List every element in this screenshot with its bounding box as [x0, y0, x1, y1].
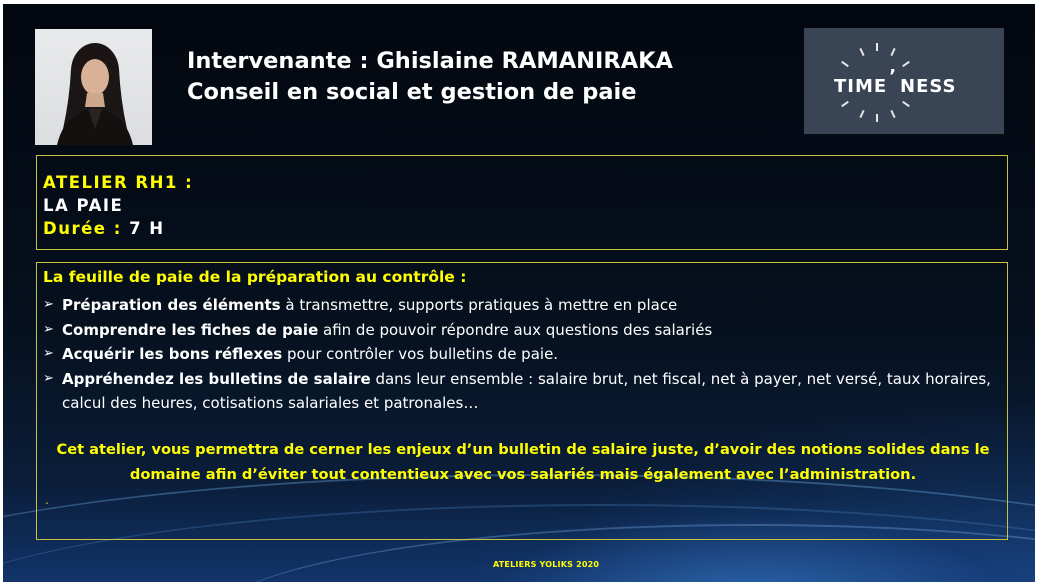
clock-tick — [902, 101, 910, 107]
clock-tick — [890, 48, 895, 56]
arrow-bullet-icon: ➢ — [43, 321, 54, 337]
program-box — [36, 262, 1008, 540]
program-heading: La feuille de paie de la préparation au contrôle : — [43, 268, 467, 286]
speaker-line — [187, 46, 673, 77]
bullet-bold: Préparation des éléments — [62, 296, 281, 314]
clock-tick — [902, 61, 910, 67]
clock-tick — [876, 114, 878, 122]
workshop-subject: LA PAIE — [43, 196, 124, 215]
trailing-mark: . — [45, 493, 49, 507]
workshop-summary: Cet atelier, vous permettra de cerner les enjeux d’un bulletin de salaire juste, d’avoir des notions solides dans le domaine afin d’éviter tout contentieux avec vos salariés mais également avec l’administration. — [56, 441, 990, 483]
logo-text — [834, 66, 957, 97]
duration-value: 7 H — [129, 219, 165, 238]
arrow-bullet-icon: ➢ — [43, 297, 54, 312]
speaker-name: Ghislaine RAMANIRAKA — [376, 48, 673, 74]
arrow-bullet-icon: ➢ — [43, 370, 54, 386]
duration-label: Durée : — [43, 219, 130, 238]
program-bullet — [43, 293, 993, 318]
clock-tick — [890, 110, 895, 118]
workshop-info-box — [36, 155, 1008, 250]
clock-tick — [876, 43, 878, 51]
speaker-label: Intervenante : — [187, 48, 377, 74]
bullet-bold: Appréhendez les bulletins de salaire — [62, 369, 371, 388]
bullet-bold: Comprendre les fiches de paie — [62, 320, 319, 339]
workshop-duration — [43, 219, 165, 238]
slide — [3, 4, 1035, 582]
program-bullet-list — [43, 293, 993, 416]
program-bullet — [43, 367, 993, 416]
speaker-header — [187, 46, 673, 108]
bullet-text: à transmettre, supports pratiques à mettre en place — [280, 296, 678, 314]
speaker-portrait-icon — [35, 29, 152, 145]
bullet-text: pour contrôler vos bulletins de paie. — [282, 345, 559, 363]
clock-tick — [859, 48, 864, 56]
bullet-bold: Acquérir les bons réflexes — [62, 345, 283, 363]
workshop-title: ATELIER RH1 : — [43, 173, 194, 192]
logo-part-ness: NESS — [900, 76, 957, 97]
bullet-text: afin de pouvoir répondre aux questions des salariés — [318, 320, 713, 339]
arrow-bullet-icon: ➢ — [43, 346, 54, 361]
clock-tick — [841, 61, 849, 67]
logo-part-time: TIME — [834, 76, 888, 97]
footer-text: ATELIERS YOLIKS 2020 — [493, 560, 600, 569]
bullet-text: dans leur ensemble : salaire brut, net fiscal, net à payer, net versé, taux horaires, calcul des heures, cotisations salariales et patronales… — [62, 369, 991, 412]
speaker-role: Conseil en social et gestion de paie — [187, 79, 637, 105]
program-bullet — [43, 318, 993, 343]
clock-tick — [841, 101, 849, 107]
logo-apostrophe: ʼ — [889, 66, 898, 87]
program-bullet — [43, 342, 993, 367]
speaker-photo — [35, 29, 152, 145]
timeness-logo — [804, 28, 1004, 134]
clock-tick — [859, 110, 864, 118]
